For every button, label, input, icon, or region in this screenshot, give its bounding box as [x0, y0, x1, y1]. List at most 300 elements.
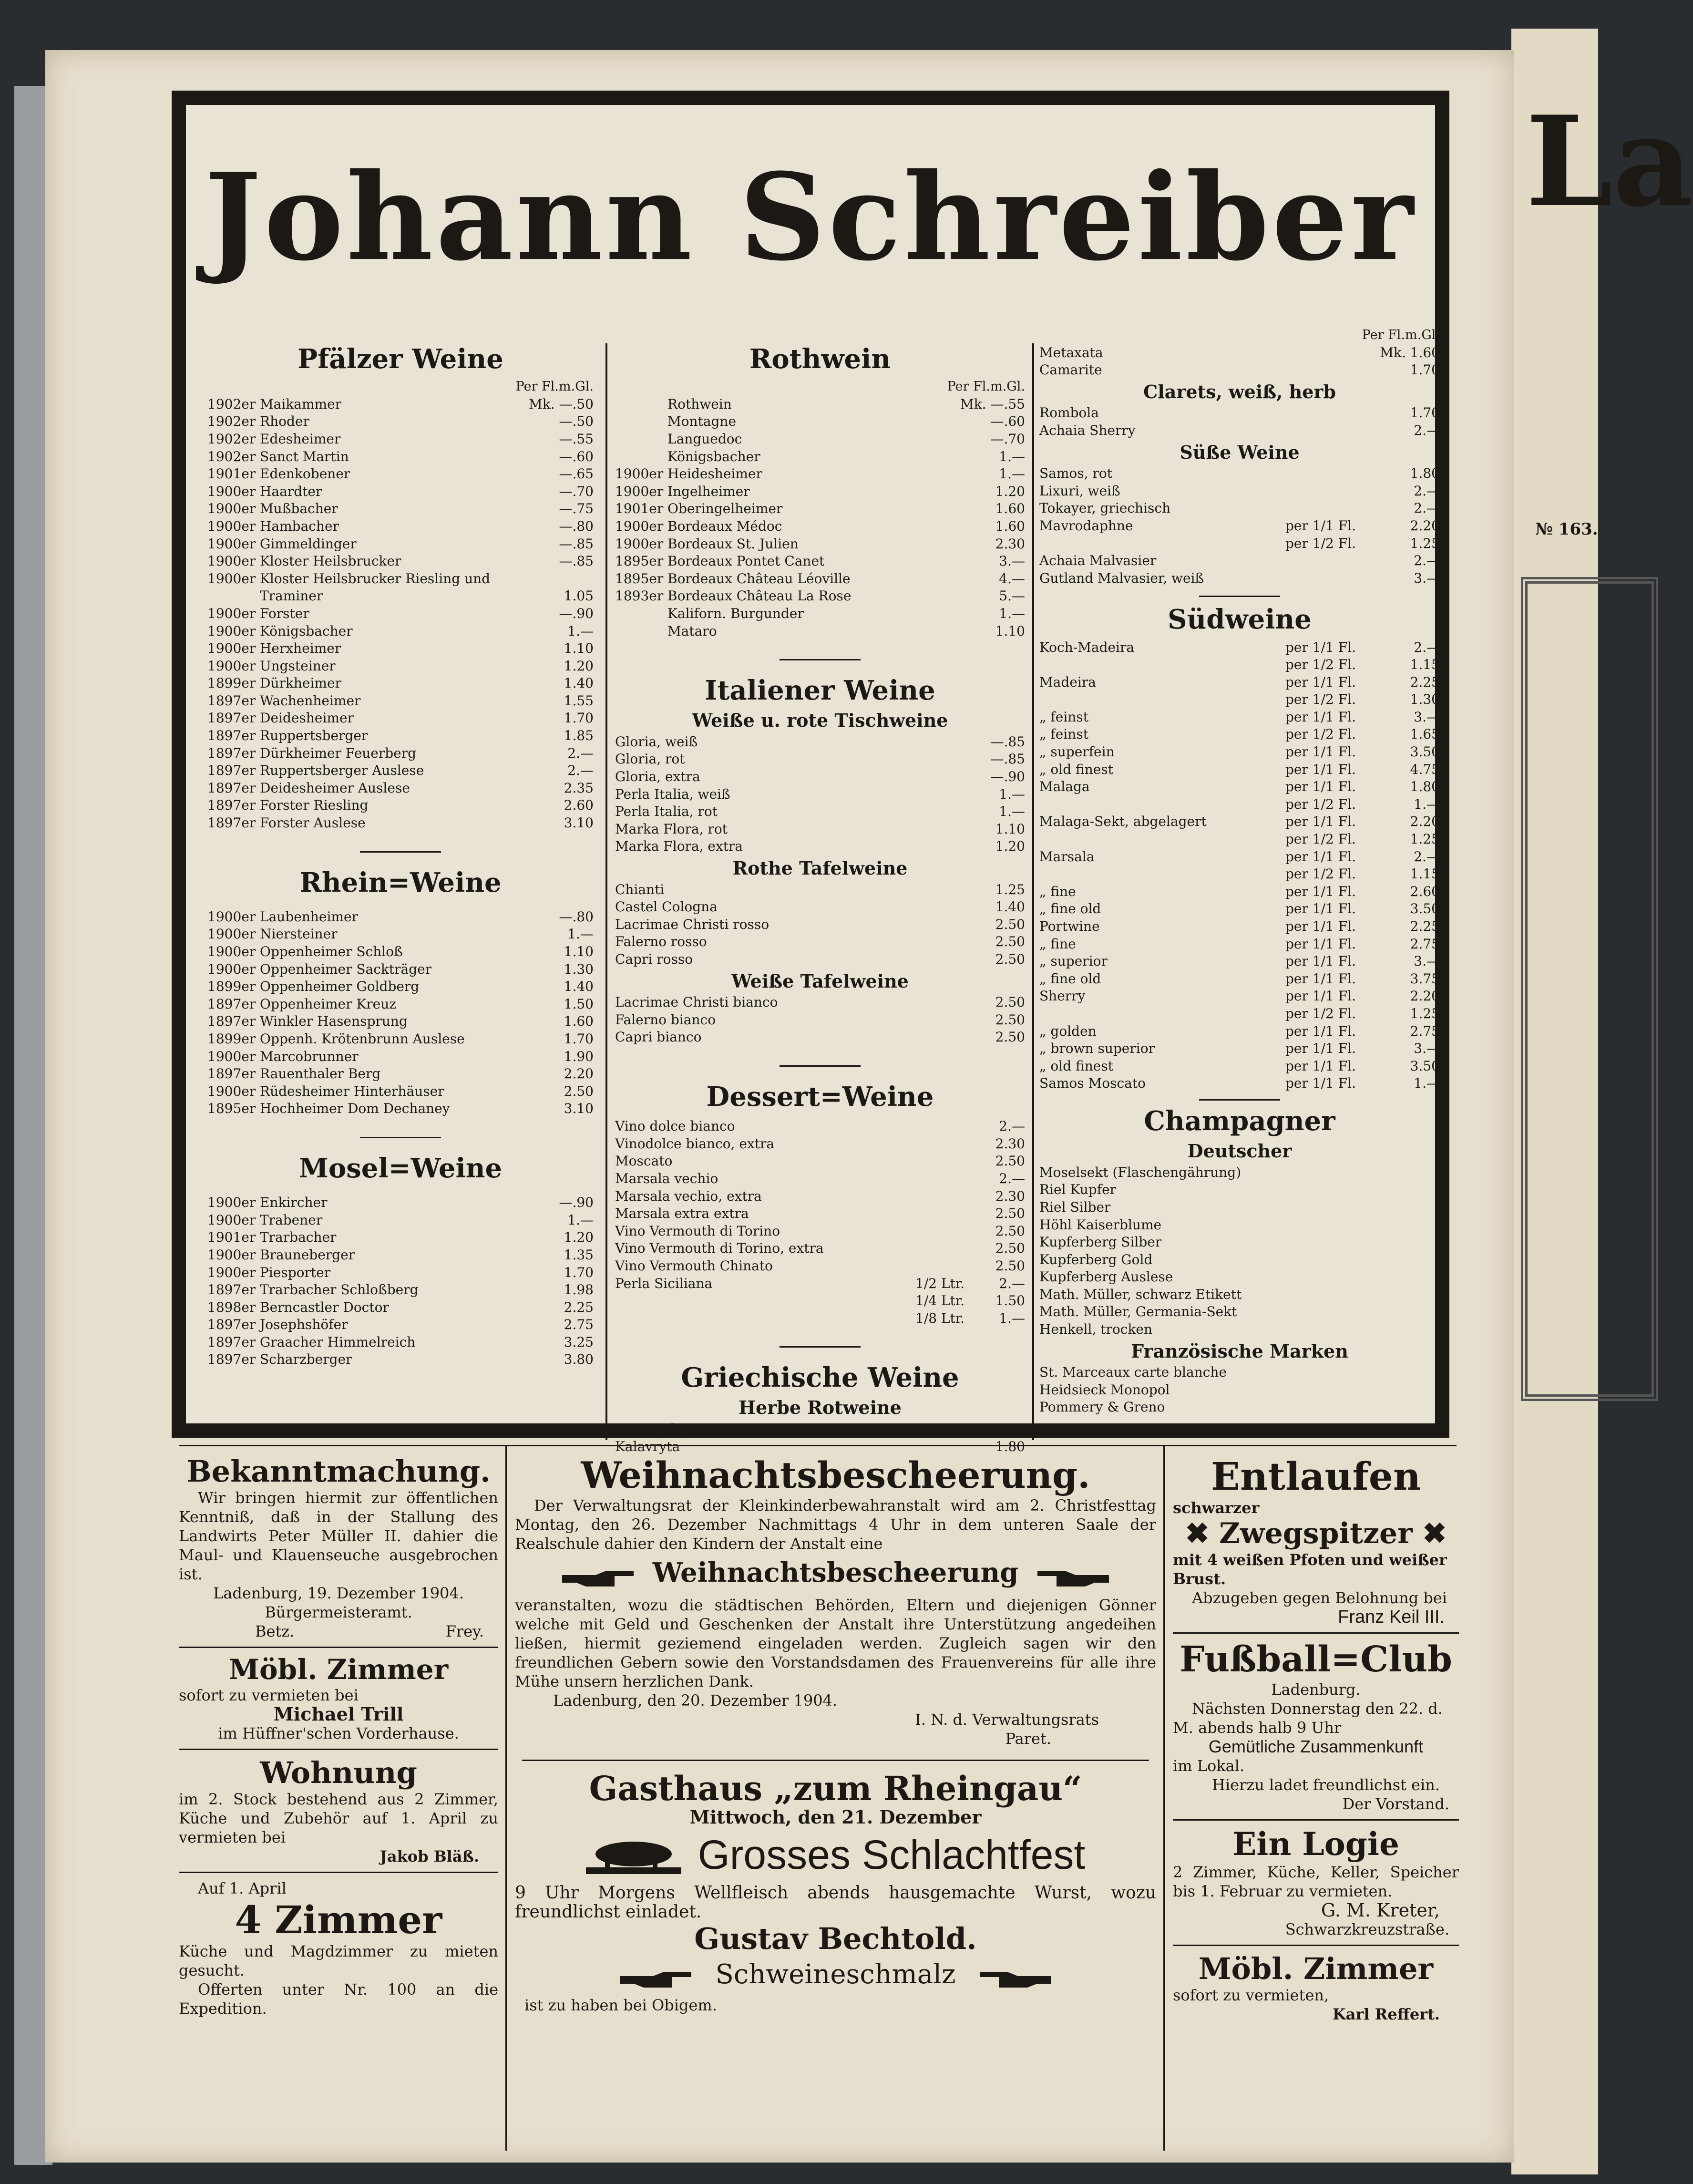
vintage: 1899er: [207, 1030, 256, 1047]
bottle-size: per 1/1 Fl.: [1285, 639, 1356, 655]
bottle-size: [1268, 465, 1373, 483]
wine-name: Trabener: [260, 1212, 323, 1228]
divider: [1199, 1099, 1280, 1101]
wine-name: Marsala: [1039, 848, 1095, 865]
entlaufen-return: Abzugeben gegen Belohnung bei: [1192, 1589, 1447, 1607]
price-row: [207, 640, 594, 658]
wine-name: Oberingelheimer: [667, 501, 783, 517]
logie-title: Ein Logie: [1232, 1825, 1399, 1863]
price-row: [207, 1264, 594, 1282]
price-row: [1039, 1181, 1440, 1199]
heading-griechische: Griechische Weine: [681, 1362, 959, 1394]
price: 1.25: [995, 881, 1025, 897]
price: 2.—: [999, 1118, 1025, 1134]
wohnung-title: Wohnung: [260, 1755, 417, 1790]
price: 2.30: [995, 1135, 1025, 1152]
price-row: [615, 768, 1025, 786]
price-row: [615, 898, 1025, 916]
vintage: 1897er: [207, 780, 256, 796]
price: —.60: [990, 413, 1025, 430]
heading-champagner: Champagner: [1144, 1105, 1335, 1137]
price-row: [615, 500, 1025, 518]
column-separator: [1032, 343, 1034, 1440]
price-row: [615, 465, 1025, 483]
wine-name: St. Marceaux carte blanche: [1039, 1364, 1227, 1380]
subheading-suesse: Süße Weine: [1180, 441, 1300, 463]
price-row: [1039, 404, 1440, 422]
price: 2.20: [564, 1066, 594, 1082]
wine-name: „ feinst: [1039, 726, 1088, 742]
wine-name: Math. Müller, schwarz Etikett: [1039, 1286, 1242, 1302]
divider: [1173, 1945, 1459, 1946]
fussball-title: Fußball=Club: [1180, 1639, 1452, 1680]
price-row: [615, 1275, 1025, 1293]
heading-italiener: Italiener Weine: [705, 675, 935, 707]
wine-name: Höhl Kaiserblume: [1039, 1216, 1162, 1233]
pointing-hand-left-icon: [1030, 1568, 1111, 1592]
price: 1.—: [999, 786, 1025, 802]
price-row: [207, 1048, 594, 1066]
vintage: 1897er: [207, 1317, 256, 1333]
wine-name: Königsbacher: [667, 448, 760, 464]
list-clarets: [1039, 404, 1440, 439]
price-row: [1039, 1234, 1440, 1251]
price: 1.—: [999, 804, 1025, 820]
price-row: [615, 483, 1025, 501]
gasthaus-title: Gasthaus „zum Rheingau“: [589, 1768, 1082, 1808]
price: 2.—: [1414, 848, 1440, 865]
wine-name: [1039, 831, 1268, 848]
vintage: 1902er: [207, 448, 256, 464]
weihnacht-sign-1: I. N. d. Verwaltungsrats: [915, 1710, 1099, 1729]
wine-name: Demestika: [615, 1421, 687, 1437]
price-row: [207, 396, 594, 413]
wine-name: Rombola: [1039, 405, 1099, 421]
price-row: [207, 1013, 594, 1030]
price: 3.75: [1410, 970, 1440, 987]
wine-name: „ feinst: [1039, 709, 1088, 725]
bottle-size: [1268, 344, 1373, 362]
schmalz-line: [515, 1959, 1156, 1993]
wine-name: Lacrimae Christi bianco: [615, 994, 778, 1010]
price-row: [207, 1212, 594, 1229]
wine-name: Kloster Heilsbrucker: [260, 553, 401, 569]
price-row: [615, 1223, 1025, 1240]
price-row: [1039, 656, 1440, 674]
price: —.90: [559, 1195, 594, 1211]
price-row: [615, 786, 1025, 804]
price-row: [207, 797, 594, 814]
price-row: [615, 1011, 1025, 1029]
moebl-zimmer-2-name: Karl Reffert.: [1332, 2005, 1440, 2024]
price: 1.40: [995, 899, 1025, 915]
wine-name: Kloster Heilsbrucker Riesling und: [260, 570, 491, 587]
bottle-size: per 1/1 Fl.: [1285, 517, 1356, 534]
price: —.70: [990, 431, 1025, 447]
price-row: [207, 727, 594, 745]
price: 3.50: [1410, 1058, 1440, 1074]
vintage: 1900er: [615, 483, 664, 499]
price: 1.60: [995, 518, 1025, 534]
price-unit: Per Fl.m.Gl.: [515, 379, 594, 394]
bottle-size: per 1/1 Fl.: [1285, 936, 1356, 952]
price: —.60: [559, 448, 594, 464]
price-row: [1039, 1216, 1440, 1234]
bottom-separator: [505, 1445, 507, 2151]
price-row: [1039, 1164, 1440, 1182]
price-row: [1039, 465, 1440, 483]
wine-name: [615, 1292, 915, 1310]
gasthaus-date: Mittwoch, den 21. Dezember: [689, 1806, 982, 1828]
price: 2.50: [564, 1083, 594, 1099]
wine-name: Languedoc: [667, 431, 742, 447]
entlaufen-name: Franz Keil III.: [1338, 1607, 1445, 1627]
wine-name: Kupferberg Auslese: [1039, 1269, 1173, 1285]
gasthaus-text: 9 Uhr Morgens Wellfleisch abends hausgemachte Wurst, wozu freundlichst einladet.: [515, 1883, 1156, 1922]
price: 2.60: [1410, 883, 1440, 899]
vintage: 1900er: [207, 640, 256, 657]
price-row: [615, 413, 1025, 431]
wine-name: Winkler Hasensprung: [260, 1013, 408, 1030]
price-row: [1039, 422, 1440, 440]
price-row: [207, 465, 594, 483]
price-row: [207, 814, 594, 832]
price: 3.—: [1414, 709, 1440, 725]
bekanntmachung-title: Bekanntmachung.: [186, 1454, 491, 1489]
entlaufen-color: schwarzer: [1173, 1499, 1260, 1517]
quantity: [915, 1188, 958, 1205]
price-row: [207, 1083, 594, 1101]
bottle-size: per 1/1 Fl.: [1285, 901, 1356, 917]
price: 2.—: [999, 1170, 1025, 1186]
price: 1.70: [1410, 405, 1440, 421]
bekanntmachung-signatures: [179, 1622, 498, 1641]
price: 1.65: [1410, 726, 1440, 742]
bottle-size: [1268, 500, 1373, 517]
wine-name: Heidsieck Monopol: [1039, 1381, 1170, 1398]
price-row: [615, 536, 1025, 553]
bottom-col-middle: [515, 1454, 1156, 2015]
price: 2.25: [564, 1299, 594, 1315]
subheading-herbe-rotweine: Herbe Rotweine: [739, 1397, 902, 1419]
wine-name: Vino Vermouth di Torino, extra: [615, 1240, 824, 1257]
price-row: [1039, 936, 1440, 953]
price-row: [1039, 743, 1440, 761]
price-row: [615, 916, 1025, 934]
wine-name: Sanct Martin: [260, 448, 349, 464]
price-row: [1039, 344, 1440, 362]
bottle-size: per 1/1 Fl.: [1285, 744, 1356, 760]
vintage: 1897er: [207, 692, 256, 709]
wine-name: Maikammer: [260, 396, 342, 412]
price-row: [1039, 691, 1440, 709]
wine-name: „ fine old: [1039, 901, 1101, 917]
vintage: 1900er: [207, 570, 256, 587]
vintage: 1901er: [207, 466, 256, 482]
vintage: 1900er: [207, 623, 256, 639]
vintage: 1899er: [207, 979, 256, 995]
price-row: [615, 448, 1025, 466]
wine-name: Vino dolce bianco: [615, 1118, 735, 1134]
bottle-size: per 1/1 Fl.: [1285, 1040, 1356, 1057]
wine-name: Koch-Madeira: [1039, 639, 1135, 655]
wine-name: Perla Italia, weiß: [615, 786, 730, 802]
wine-name: Oppenheimer Goldberg: [260, 979, 420, 995]
wine-name: Herxheimer: [260, 640, 341, 657]
fussball-date: Nächsten Donnerstag den 22. d. M. abends halb 9 Uhr: [1173, 1700, 1443, 1737]
list-rothe-tafelweine: [615, 881, 1025, 968]
adjacent-masthead: La: [1526, 89, 1693, 235]
subheading-clarets: Clarets, weiß, herb: [1143, 381, 1336, 402]
price: 1.80: [1410, 779, 1440, 795]
price: 2.50: [995, 951, 1025, 967]
vintage: 1900er: [207, 483, 256, 499]
wine-name: Ruppertsberger Auslese: [260, 762, 424, 779]
price-row: [1039, 500, 1440, 517]
wine-name: Josephshöfer: [260, 1317, 348, 1333]
adjacent-page: [1511, 29, 1693, 2174]
wine-name: Forster Riesling: [260, 797, 369, 814]
price: 1.15: [1410, 657, 1440, 673]
wine-name: Tokayer, griechisch: [1039, 500, 1171, 516]
subheading-deutscher: Deutscher: [1187, 1140, 1292, 1162]
list-dessert: [615, 1118, 1025, 1327]
wine-name: Falerno bianco: [615, 1011, 716, 1028]
wine-name: Lacrimae Christi rosso: [615, 916, 770, 932]
bottle-size: per 1/1 Fl.: [1285, 883, 1356, 899]
price: 2.30: [995, 1188, 1025, 1204]
wine-name: Graacher Himmelreich: [260, 1334, 416, 1350]
wine-name: Moselsekt (Flaschengährung): [1039, 1164, 1242, 1180]
price-row: [615, 518, 1025, 536]
price-row: [615, 623, 1025, 640]
wine-name: Niersteiner: [260, 926, 338, 942]
wine-name: Berncastler Doctor: [260, 1299, 389, 1315]
wine-name: Traminer: [260, 588, 323, 604]
divider: [780, 1346, 861, 1348]
price: 2.75: [1410, 1023, 1440, 1039]
wine-name: Samos, rot: [1039, 465, 1112, 482]
vintage: 1900er: [207, 658, 256, 674]
price-row: [207, 536, 594, 553]
price: 1.25: [1410, 1005, 1440, 1021]
price-row: [615, 1310, 1025, 1328]
price: —.50: [559, 413, 594, 430]
bottle-size: per 1/1 Fl.: [1285, 674, 1356, 690]
moebl-zimmer-title: Möbl. Zimmer: [228, 1653, 449, 1686]
price: 2.30: [995, 536, 1025, 552]
wine-name: Kupferberg Silber: [1039, 1234, 1162, 1250]
heading-mosel: Mosel=Weine: [298, 1152, 503, 1184]
price-row: [1039, 535, 1440, 553]
price-row: [207, 1194, 594, 1212]
vintage: 1900er: [207, 926, 256, 942]
price: —.75: [559, 501, 594, 517]
entlaufen-dog: ✖ Zwegspitzer ✖: [1185, 1517, 1447, 1550]
bottle-size: per 1/2 Fl.: [1285, 866, 1356, 882]
price: 1.—: [999, 466, 1025, 482]
quantity: 1/2 Ltr.: [915, 1275, 965, 1291]
weihnacht-date: Ladenburg, den 20. Dezember 1904.: [553, 1691, 838, 1710]
price-row: [615, 951, 1025, 968]
wine-name: Kaliforn. Burgunder: [667, 605, 804, 621]
price: 2.50: [995, 1153, 1025, 1169]
wine-name: Vino Vermouth di Torino: [615, 1223, 780, 1239]
price: Mk. —.55: [960, 396, 1025, 412]
price-row: [207, 1065, 594, 1083]
price-row: [1039, 1268, 1440, 1286]
wine-name: Forster: [260, 605, 309, 621]
vintage: 1900er: [207, 908, 256, 925]
quantity: [915, 1153, 958, 1170]
price-row: [207, 483, 594, 501]
bottle-size: per 1/1 Fl.: [1285, 953, 1356, 969]
price-row: [1039, 1399, 1440, 1416]
wine-name: Hambacher: [260, 518, 339, 534]
divider: [522, 1760, 1149, 1761]
bottom-col-right: [1173, 1454, 1459, 2024]
bottle-size: per 1/1 Fl.: [1285, 988, 1356, 1004]
vintage: 1900er: [615, 536, 664, 552]
price: 2.60: [564, 797, 594, 814]
price-unit: Per Fl.m.Gl.: [947, 379, 1025, 394]
price-row: [615, 570, 1025, 588]
wine-name: Rauenthaler Berg: [260, 1066, 381, 1082]
fussball-invite: Hierzu ladet freundlichst ein.: [1212, 1776, 1440, 1794]
price-row: [615, 1257, 1025, 1275]
price: 2.—: [1414, 553, 1440, 569]
price-row: [1039, 361, 1440, 379]
price-row: [1039, 1364, 1440, 1381]
wine-name: Mavrodaphne: [1039, 517, 1133, 534]
price-row: [207, 1299, 594, 1317]
price: 1.—: [1414, 796, 1440, 812]
bottle-size: per 1/1 Fl.: [1285, 709, 1356, 725]
price-row: [1039, 970, 1440, 988]
pointing-hand-right-icon: [617, 1969, 698, 1993]
vintage: 1900er: [207, 536, 256, 552]
price: Mk. 1.60: [1380, 344, 1440, 361]
price-row: [615, 821, 1025, 838]
price-row: [615, 1292, 1025, 1310]
moebl-zimmer-name: Michael Trill: [273, 1703, 404, 1725]
weihnacht-text-2: veranstalten, wozu die städtischen Behörden, Eltern und diejenigen Gönner welche mit Geld und Geschenken der Anstalt ihre Unterstützung angedeihen ließen, hiermit geziemend eingeladen werden. Zugleich sagen wir den freundlichen Gebern sowie den Vorstandsdamen des Frauenvereins für alle ihre Mühe unsern herzlichen Dank.: [515, 1596, 1156, 1690]
list-rothwein: [615, 396, 1025, 640]
wine-name: Wachenheimer: [260, 692, 361, 709]
price: 1.70: [564, 1264, 594, 1280]
bottle-size: per 1/1 Fl.: [1285, 761, 1356, 777]
price-row: [207, 1351, 594, 1369]
vintage: 1897er: [207, 1066, 256, 1082]
wine-name: Rothwein: [667, 396, 732, 412]
pointing-hand-left-icon: [973, 1969, 1054, 1993]
vintage: 1900er: [207, 518, 256, 534]
divider: [780, 1065, 861, 1067]
price-row: [615, 605, 1025, 623]
fussball-place: Ladenburg.: [1271, 1680, 1361, 1699]
signature-left: Betz.: [255, 1622, 295, 1641]
weihnacht-highlight: [515, 1557, 1156, 1592]
wine-name: Henkell, trocken: [1039, 1321, 1153, 1338]
wine-name: Gloria, extra: [615, 769, 700, 785]
wine-name: Piesporter: [260, 1264, 331, 1280]
weihnacht-subtitle: Weihnachtsbescheerung: [652, 1557, 1019, 1589]
wine-name: Forster Auslese: [260, 815, 366, 831]
price: 1.40: [564, 979, 594, 995]
quantity: [915, 1205, 958, 1223]
price-row: [207, 745, 594, 762]
wine-name: Riel Kupfer: [1039, 1182, 1117, 1198]
price: 1.85: [564, 728, 594, 744]
wohnung-text: im 2. Stock bestehend aus 2 Zimmer, Küche und Zubehör auf 1. April zu vermieten bei: [179, 1790, 498, 1847]
price-row: [1039, 552, 1440, 570]
price: —.65: [559, 466, 594, 482]
wine-name: Camarite: [1039, 362, 1102, 378]
vintage: 1900er: [207, 1264, 256, 1280]
wine-name: Gloria, weiß: [615, 733, 698, 750]
price-row: [207, 658, 594, 675]
vintage: 1900er: [207, 1048, 256, 1064]
price: 1.25: [1410, 535, 1440, 551]
wine-name: Trarbacher Schloßberg: [260, 1282, 419, 1298]
wine-name: Oppenheimer Sackträger: [260, 961, 432, 977]
price: —.55: [559, 431, 594, 447]
wine-name: Dürkheimer Feuerberg: [260, 745, 417, 761]
price: 2.20: [1410, 517, 1440, 534]
wine-name: Samos Moscato: [1039, 1075, 1146, 1092]
bottle-size: per 1/2 Fl.: [1285, 657, 1356, 673]
price-row: [615, 1170, 1025, 1188]
wine-name: Edesheimer: [260, 431, 341, 447]
wine-name: Marsala extra extra: [615, 1205, 749, 1222]
price: Mk. —.50: [529, 396, 594, 412]
vintage: 1897er: [207, 1351, 256, 1368]
price: 1.55: [564, 692, 594, 709]
price: 1.10: [995, 821, 1025, 837]
wine-name: Perla Italia, rot: [615, 804, 718, 820]
vintage: 1900er: [207, 1195, 256, 1211]
price: 3.25: [564, 1334, 594, 1350]
price: 2.50: [995, 1257, 1025, 1274]
vintage: 1897er: [207, 728, 256, 744]
wine-name: Madeira: [1039, 674, 1096, 690]
price: —.90: [559, 605, 594, 621]
price-row: [207, 570, 594, 588]
wine-name: Dürkheimer: [260, 675, 341, 691]
wine-name: Castel Cologna: [615, 899, 718, 915]
price-row: [1039, 1381, 1440, 1399]
subheading-weisse-tafelweine: Weiße Tafelweine: [731, 970, 909, 992]
price-row: [207, 1334, 594, 1351]
weihnacht-title: Weihnachtsbescheerung.: [581, 1454, 1090, 1496]
wine-name: [1039, 865, 1268, 883]
wine-name: „ brown superior: [1039, 1040, 1155, 1057]
wine-name: Enkircher: [260, 1195, 328, 1211]
moebl-zimmer-text: sofort zu vermieten bei: [179, 1686, 359, 1704]
list-franzoesische-marken: [1039, 1364, 1440, 1416]
quantity: 1/4 Ltr.: [915, 1293, 965, 1309]
heading-dessert: Dessert=Weine: [706, 1081, 934, 1113]
price-row: [1039, 1199, 1440, 1216]
wine-name: Lixuri, weiß: [1039, 483, 1120, 499]
price-row: [207, 431, 594, 448]
moebl-zimmer-2-text: sofort zu vermieten,: [1173, 1986, 1329, 2005]
price-row: [1039, 848, 1440, 866]
price: —.85: [990, 751, 1025, 767]
wine-name: Marka Flora, rot: [615, 821, 728, 837]
wine-name: Vinodolce bianco, extra: [615, 1135, 775, 1152]
wine-name: Malaga-Sekt, abgelagert: [1039, 814, 1207, 830]
